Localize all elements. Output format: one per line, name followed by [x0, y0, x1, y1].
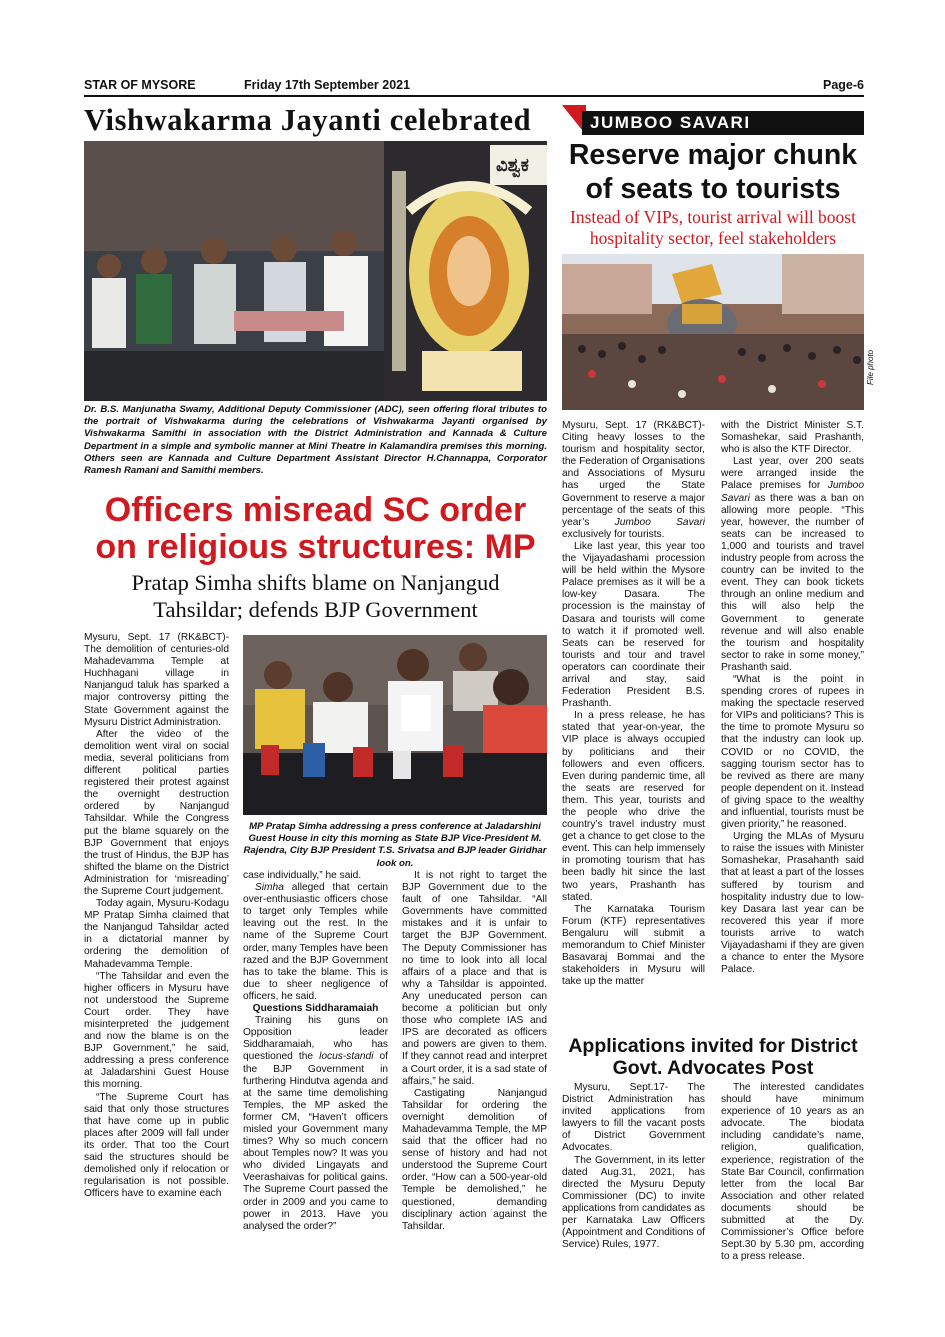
story2-sub-line2: Tahsildar; defends BJP Government — [153, 597, 478, 622]
story2-photo-caption: MP Pratap Simha addressing a press conference at Jaladarshini Guest House in city this morning as State BJP Vice-President M. Rajendra, City BJP President T.S. Srivatsa and BJP leader Giridhar look on. — [243, 821, 547, 869]
story4-column-2 — [721, 1082, 864, 1263]
italic-term: Jumboo Savari — [614, 516, 705, 528]
paragraph: “The Tahsildar and even the higher officers in Mysuru have not understood the Supreme Court order. They have misinterpreted the judgement and now the blame is on the BJP Government,” he said, addressing a press conference at Jaladarshini Guest House this morning. — [84, 970, 229, 1091]
story2-headline — [84, 492, 547, 566]
story2-headline-line2: on religious structures: MP — [95, 528, 536, 566]
paragraph-text: Mysuru, Sept. 17 (RK&BCT)- Citing heavy losses to the tourism and hospitality sector, the Federation of Organisations and Associations of Mysuru has urged the State Government to reserve a major percentage of the seats of this year’s — [562, 420, 705, 528]
paragraph: Mysuru, Sept. 17 (RK&BCT)- The demolition of centuries-old Mahadevamma Temple at Huchhagani village in Nanjangud taluk has sparked a major controversy pitting the State Government against the Mysuru District Administration. — [84, 632, 229, 728]
paragraph: “What is the point in spending crores of rupees in making the spectacle reserved for VIPs and politicians? This is the time to promote Mysuru so that the industry can look up. COVID or no COVID, the sagging tourism sector has to be revived as there are many people dependent on it. Instead of giving space to the wealthy and influential, tourists must be given priority,” he reasoned. — [721, 673, 864, 831]
paragraph: Castigating Nanjangud Tahsildar for ordering the overnight demolition of Mahadevamma Temple, the MP said that the officer had no sense of history and had not understood the Supreme Court order. “How can a 500-year-old Temple be demolished,” he questioned, demanding disciplinary action against the Tahsildar. — [402, 1087, 547, 1232]
paragraph: After the video of the demolition went viral on social media, several politicians from different political parties registered their protest against the overnight destruction ordered by Nanjangud Tahsildar. While the Congress put the blame squarely on the BJP Government that enjoys the trust of Hindus, the BJP has shifted the blame on the District Administration for ‘misreading’ the Supreme Court judgement. — [84, 728, 229, 897]
story3-column-2 — [721, 420, 864, 976]
masthead-date: Friday 17th September 2021 — [244, 78, 411, 92]
story3-subheadline — [558, 207, 868, 249]
paragraph: It is not right to target the BJP Government due to the fault of one Tahsildar. “All Governments have committed mistakes and it is unfair to target the BJP Government. The Deputy Commissioner has no time to look into all local affairs of a place and that is why a Tahsildar is appointed. Any uneducated person can become a politician but only those who complete IAS and IPS are decorated as officers and powers are given to them. If they cannot read and interpret a Court order, it is a sad state of affairs,” he said. — [402, 870, 547, 1087]
story2-column-1 — [84, 632, 229, 1200]
paragraph-text: alleged that certain over-enthusiastic officers chose to target only Temples while leaving out the rest. In the name of the Supreme Court order, many Temples have been razed and the BJP Government has to take the blame. This is due to sheer negligence of officers, he said. — [243, 882, 388, 1002]
story3-headline-line1: Reserve major chunk — [568, 139, 858, 171]
paragraph: The Government, in its letter dated Aug.31, 2021, has directed the Mysuru Deputy Commissioner (DC) to invite applications from candidates as per Karnataka Law Officers (Appointment and Conditions of Service) Rules, 1977. — [562, 1154, 705, 1251]
press-conference-illustration — [243, 635, 547, 815]
paragraph: “The Supreme Court has said that only those structures that have come up in public places after 2009 will fall under its order. That too the Court said the structures should be demolished only if relocation or regularisation is not possible. Officers have to examine each — [84, 1091, 229, 1200]
italic-term: locus-standi — [319, 1051, 374, 1063]
paragraph: Today again, Mysuru-Kodagu MP Pratap Simha claimed that the Nanjangud Tahsildar acted in a dictatorial manner by ordering the demolition of Mahadevamma Temple. — [84, 898, 229, 970]
masthead-paper-name: STAR OF MYSORE — [84, 78, 196, 92]
story3-column-1 — [562, 420, 705, 988]
photo-credit: File photo — [866, 349, 875, 385]
name-emphasis: Simha — [255, 882, 284, 894]
story4-headline — [558, 1035, 868, 1079]
story1-caption: Dr. B.S. Manjunatha Swamy, Additional Deputy Commissioner (ADC), seen offering floral tributes to the portrait of Vishwakarma during the celebrations of Vishwakarma Jayanti organised by Vishwakarma Samithi in association with the District Administration and Kannada & Culture Department in a simple and symbolic manner at Mini Theatre in Kalamandira premises this morning. Others seen are Kannada and Culture Department Assistant Director H.Channappa, Corporator Ramesh Ramani and Samithi members. — [84, 404, 547, 477]
story2-subhead: Questions Siddharamaiah — [252, 1003, 379, 1015]
paragraph: In a press release, he has stated that year-on-year, the VIP place is always occupied by politicians and their followers and even officers. Even during pandemic time, all the seats are reserved for them. This year, tourists and the people who drive the country’s travel industry must get a chance to get close to the event. This can help immensely in promoting tourism that has been badly hit since the last two years, Prashanth has stated. — [562, 710, 705, 903]
story2-column-2 — [243, 870, 388, 1233]
banner-kannada-text: ವಿಶ್ವಕ — [496, 155, 529, 176]
jumboo-savari-kicker — [562, 105, 864, 135]
paragraph — [243, 1015, 388, 1233]
paragraph: Like last year, this year too the Vijayadashami procession will be held within the Mysore Palace premises as it will be a low-key Dasara. The procession is the mainstay of Dasara and tourists will come to watch it if promoted well. Seats can be reserved for tourists and tour and travel operators can coordinate their arrival and stay, said Federation President B.S. Prashanth. — [562, 540, 705, 710]
paragraph-text: as there was a ban on allowing more people. “This year, however, the number of seats can be increased to 1,000 and tourists and travel industry people from across the country can be invited to the event. They can book tickets through an online medium and this will also help the Government to generate revenue and will also enable the tourism and hospitality sector to rake in some money,” Prashanth said. — [721, 492, 864, 673]
italic-term: Jumboo Savari — [721, 480, 864, 504]
story1-headline: Vishwakarma Jayanti celebrated — [84, 103, 532, 137]
story3-headline-line2: of seats to tourists — [585, 173, 841, 205]
story4-headline-line1: Applications invited for District — [568, 1035, 858, 1057]
vishwakarma-photo-illustration — [84, 141, 547, 401]
story4-headline-line2: Govt. Advocates Post — [612, 1057, 814, 1079]
jumboo-savari-illustration — [562, 254, 864, 410]
paragraph-text: Last year, over 200 seats were arranged inside the Palace premises for — [721, 456, 864, 492]
story3-sub-line2: hospitality sector, feel stakeholders — [589, 228, 837, 248]
paragraph — [721, 456, 864, 674]
story2-column-3 — [402, 870, 547, 1233]
story4-column-1 — [562, 1082, 705, 1251]
jumboo-savari-photo — [562, 254, 864, 410]
story2-headline-line1: Officers misread SC order — [104, 491, 527, 529]
paragraph: The Karnataka Tourism Forum (KTF) representatives Bengaluru will submit a memorandum to Chief Minister Basavaraj Bommai and the stakeholders in Mysuru will take up the matter — [562, 903, 705, 988]
kicker-text: JUMBOO SAVARI — [590, 113, 751, 132]
paragraph: Urging the MLAs of Mysuru to raise the issues with Minister Somashekar, Prasahanth said that at least a part of the losses suffered by tourism and hospitality industry due to low-key Dasara last year can be recovered this year if more tourists arrive to watch Vijayadashami if they are given a chance to enter the Mysore Palace. — [721, 831, 864, 976]
paragraph — [243, 882, 388, 1003]
story3-headline — [562, 138, 864, 206]
paragraph: with the District Minister S.T. Somashekar, said Prashanth, who is also the KTF Director. — [721, 420, 864, 456]
paragraph — [562, 420, 705, 541]
paragraph-text: Training his guns on Opposition leader Siddharamaiah, who has questioned the — [243, 1015, 388, 1063]
press-conference-photo — [243, 635, 547, 815]
story2-subheadline — [84, 569, 547, 623]
story2-sub-line1: Pratap Simha shifts blame on Nanjangud — [131, 570, 500, 595]
paragraph-text: of the BJP Government in furthering Hindutva agenda and at the same time demolishing Temples, the MP asked the former CM, “Haven’t officers misled your Government many times? Why so much concern about Temples now? It was you who divided Lingayats and Veerashaivas for political gains. The Supreme Court passed the order in 2009 and you came to power in 2013. Have you analysed the order?” — [243, 1051, 389, 1232]
header-rule — [84, 95, 864, 97]
paragraph: Mysuru, Sept.17- The District Administration has invited applications from lawyers to fill the vacant posts of District Government Advocates. — [562, 1082, 705, 1154]
vishwakarma-photo — [84, 141, 547, 401]
paragraph-text: exclusively for tourists. — [562, 528, 665, 540]
paragraph: case individually,” he said. — [243, 870, 362, 881]
page-number: Page-6 — [823, 78, 864, 92]
paragraph: The interested candidates should have minimum experience of 10 years as an advocate. The biodata including candidate’s name, religion, qualification, experience, registration of the State Bar Council, confirmation letter from the local Bar Association and other related documents should be submitted at the Dy. Commissioner’s Office before Sept.30 by 5.30 pm, according to a press release. — [721, 1082, 864, 1263]
story3-sub-line1: Instead of VIPs, tourist arrival will boost — [570, 207, 856, 227]
